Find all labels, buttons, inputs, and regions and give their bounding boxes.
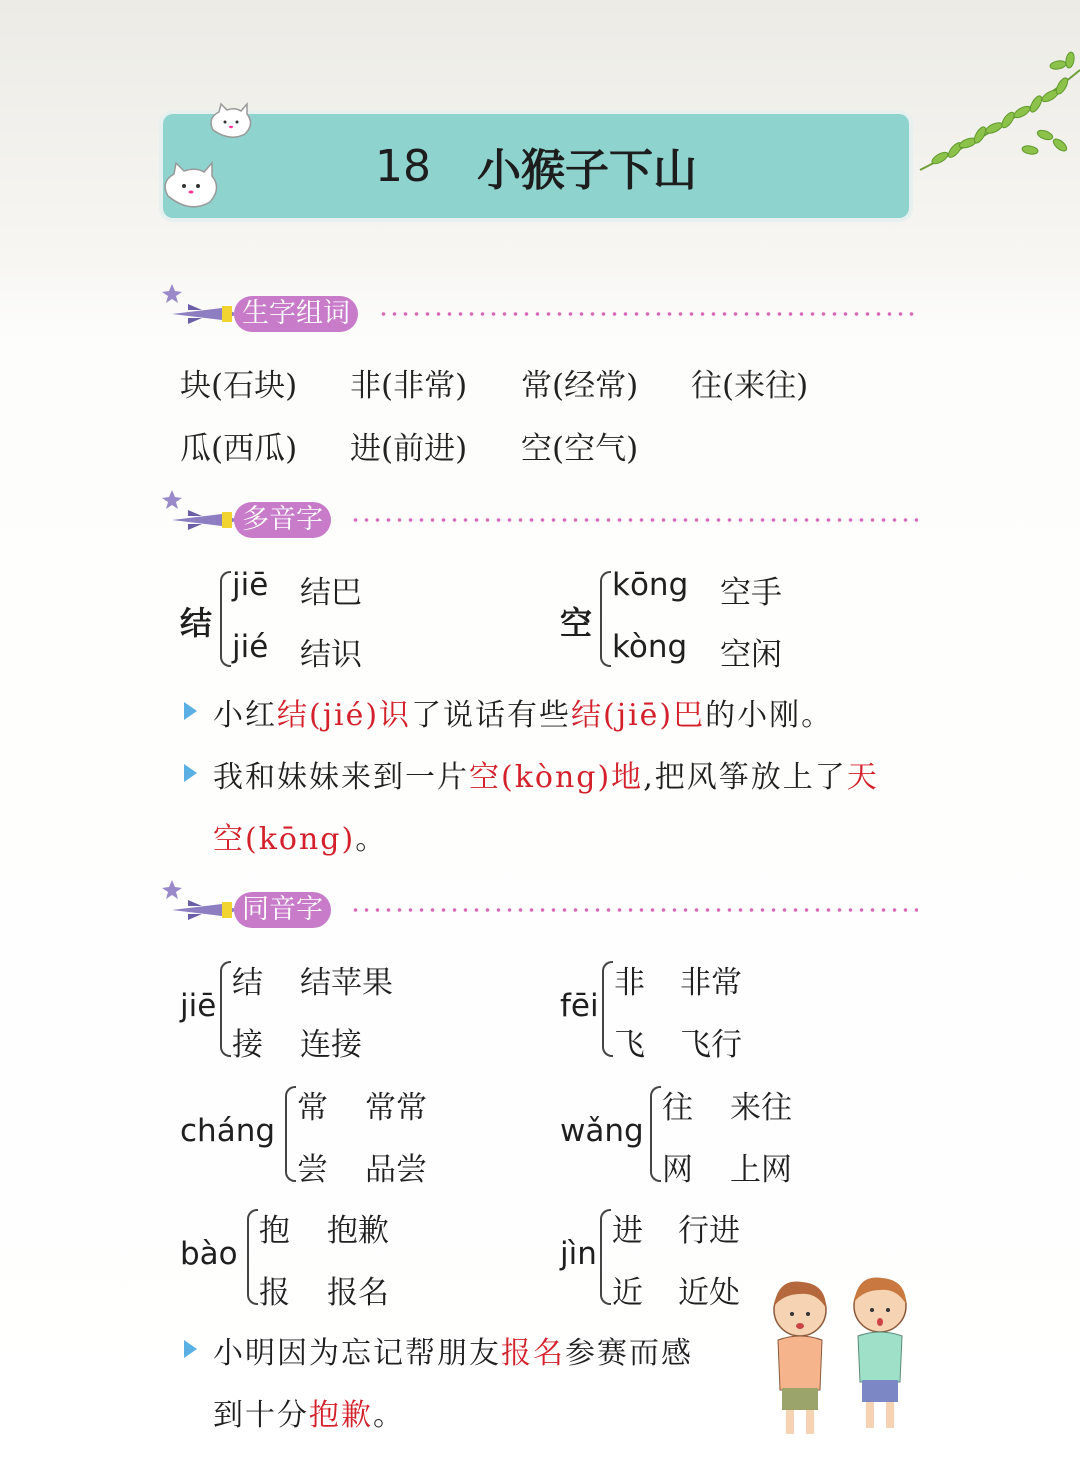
word: 空手 (720, 575, 782, 611)
word: 常常 (365, 1090, 427, 1126)
highlight-text: 空(kōng) (213, 822, 356, 857)
char: 飞 (614, 1027, 645, 1063)
char: 报 (259, 1275, 290, 1311)
char: 进 (612, 1213, 643, 1249)
homophone-group-bao (180, 1203, 540, 1313)
word-item: 块(石块) (180, 368, 298, 404)
word: 结巴 (300, 575, 362, 611)
example-sentence-2-line-1 (213, 752, 879, 796)
word-item: 瓜(西瓜) (180, 431, 298, 467)
section-header-homophones (158, 886, 918, 934)
word-item: 进(前进) (350, 431, 468, 467)
word-item: 空(空气) (521, 431, 639, 467)
sentence-text: 小红 (213, 698, 277, 733)
polyphone-group-kong (560, 565, 940, 675)
pinyin: jiē (180, 988, 217, 1024)
bullet-icon (184, 764, 197, 782)
char: 网 (662, 1152, 693, 1188)
word: 结苹果 (300, 965, 393, 1001)
word: 非常 (680, 965, 742, 1001)
word: 行进 (678, 1213, 740, 1249)
highlight-text: 空(kòng)地 (469, 760, 644, 795)
word: 近处 (678, 1275, 740, 1311)
sentence-text: 的小刚。 (705, 698, 834, 733)
lesson-title-banner (163, 114, 909, 218)
word: 来往 (730, 1090, 792, 1126)
star-icon (162, 284, 182, 303)
cloud-cat-icon (205, 100, 255, 145)
word-item: 往(来往) (691, 368, 809, 404)
homophone-group-wang (560, 1080, 920, 1190)
word: 上网 (730, 1152, 792, 1188)
highlight-text: 报名 (501, 1336, 565, 1371)
highlight-text: 抱歉 (309, 1398, 373, 1433)
sentence-text: 到十分 (213, 1398, 309, 1433)
dotted-divider (378, 312, 918, 316)
word: 空闲 (720, 637, 782, 673)
pinyin: kòng (612, 629, 688, 665)
example-sentence-2-line-2 (213, 814, 387, 858)
pinyin: fēi (560, 988, 599, 1024)
pinyin: kōng (612, 567, 689, 603)
pinyin: bào (180, 1236, 238, 1272)
char: 抱 (259, 1213, 290, 1249)
homophone-group-fei (560, 955, 920, 1065)
word: 连接 (300, 1027, 362, 1063)
char: 常 (297, 1090, 328, 1126)
lesson-title: 小猴子下山 (477, 145, 697, 196)
word: 品尝 (365, 1152, 427, 1188)
highlight-text: 结(jié)识 (277, 698, 412, 733)
star-icon (162, 880, 182, 899)
brace (602, 961, 613, 1057)
homophone-group-jie (180, 955, 540, 1065)
polyphone-char: 空 (560, 604, 593, 642)
sentence-text: 。 (373, 1398, 405, 1433)
word-item: 非(非常) (350, 368, 468, 404)
sentence-text: 参赛而感 (565, 1336, 693, 1371)
section-label: 生字组词 (234, 296, 358, 332)
brace (247, 1209, 258, 1305)
sentence-text: ,把风筝放上了 (643, 760, 847, 795)
word: 报名 (327, 1275, 389, 1311)
brace (650, 1086, 661, 1182)
brace (600, 571, 611, 667)
char: 结 (232, 965, 263, 1001)
sentence-text: 小明因为忘记帮朋友 (213, 1336, 501, 1371)
polyphone-group-jie (180, 565, 560, 675)
highlight-text: 天 (846, 760, 879, 795)
pinyin: cháng (180, 1113, 276, 1149)
char: 尝 (297, 1152, 328, 1188)
word-item: 常(经常) (521, 368, 639, 404)
section-header-polyphones (158, 496, 918, 544)
polyphone-char: 结 (180, 604, 213, 642)
sentence-text: 。 (355, 822, 388, 857)
brace (220, 961, 231, 1057)
bullet-icon (184, 702, 197, 720)
brace (220, 571, 231, 667)
pinyin: jiē (232, 567, 269, 603)
char: 近 (612, 1275, 643, 1311)
brace (600, 1209, 611, 1305)
highlight-text: 结(jiē)巴 (571, 698, 706, 733)
example-sentence-3-line-1 (213, 1328, 693, 1372)
section-header-words (158, 290, 918, 338)
example-sentence-1 (213, 690, 833, 734)
char: 接 (232, 1027, 263, 1063)
word: 抱歉 (327, 1213, 389, 1249)
dotted-divider (350, 908, 918, 912)
bullet-icon (184, 1340, 197, 1358)
pinyin: jìn (560, 1236, 597, 1272)
pinyin: wǎng (560, 1113, 644, 1149)
char: 往 (662, 1090, 693, 1126)
char: 非 (614, 965, 645, 1001)
pinyin: jié (232, 629, 269, 665)
section-label: 同音字 (234, 892, 331, 928)
sentence-text: 我和妹妹来到一片 (213, 760, 469, 795)
word: 飞行 (680, 1027, 742, 1063)
lesson-number: 18 (375, 140, 431, 192)
star-icon (162, 490, 182, 509)
dotted-divider (350, 518, 918, 522)
kids-illustration (760, 1270, 930, 1445)
example-sentence-3-line-2 (213, 1390, 405, 1434)
homophone-group-jin (560, 1203, 760, 1313)
word: 结识 (300, 637, 362, 673)
homophone-group-chang (180, 1080, 540, 1190)
section-label: 多音字 (234, 502, 331, 538)
cloud-cat-icon (160, 158, 222, 216)
sentence-text: 了说话有些 (411, 698, 572, 733)
brace (285, 1086, 296, 1182)
leaf-branch-icon (910, 40, 1080, 190)
